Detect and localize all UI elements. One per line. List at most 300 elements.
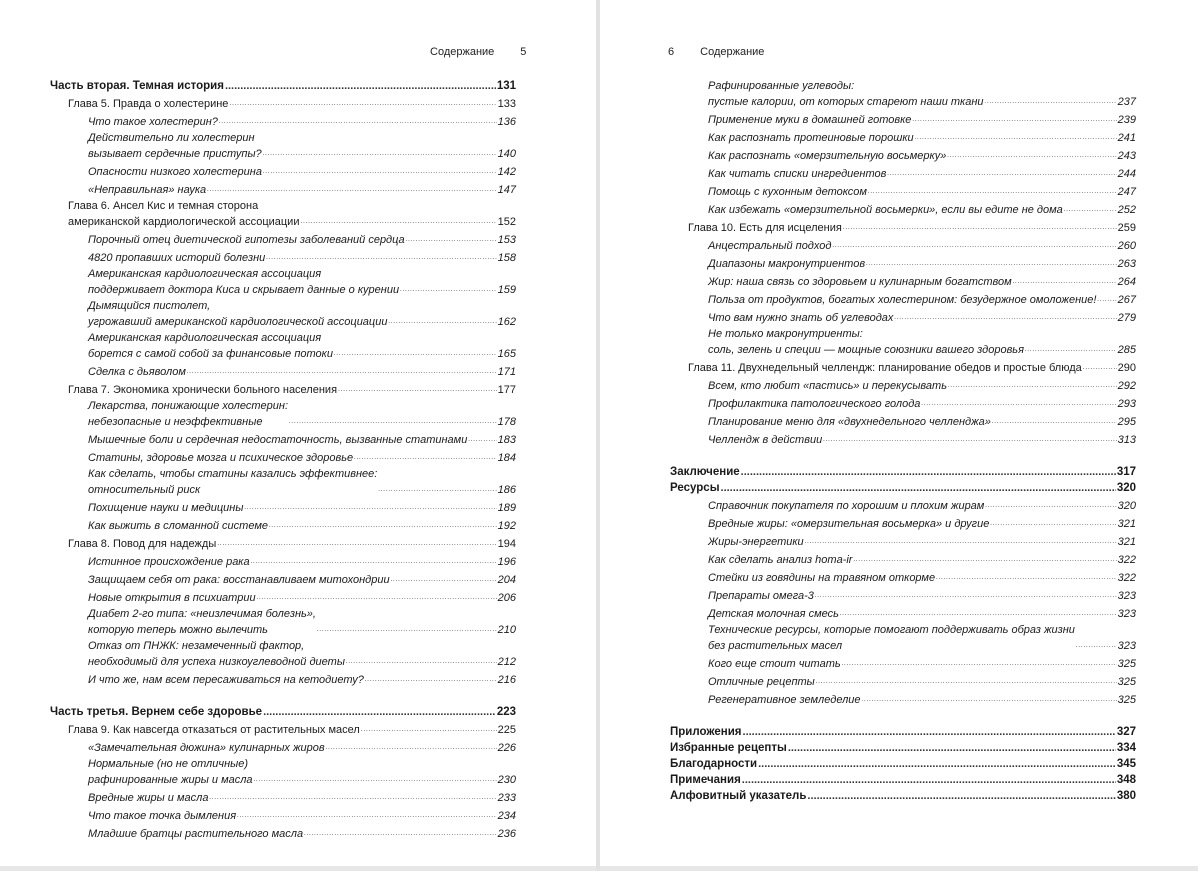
toc-entry-title-line: необходимый для успеха низкоуглеводной диеты (88, 656, 345, 668)
toc-entry-title (670, 756, 757, 772)
toc-entry-title-line: пустые калории, от которых стареют наши ткани (708, 96, 984, 108)
toc-entry-title-line: Порочный отец диетической гипотезы заболеваний сердца (88, 234, 405, 246)
toc-entry-title (708, 238, 831, 254)
dot-leader (365, 670, 497, 688)
toc-entry-chapter[interactable] (670, 358, 1136, 376)
toc-page-number: 327 (1116, 726, 1136, 738)
toc-entry-title (68, 722, 360, 738)
dot-leader (263, 162, 497, 180)
toc-entry-title-line: Нормальные (но не отличные) (88, 758, 248, 770)
toc-entry-title-line: американской кардиологической ассоциации (68, 216, 300, 228)
toc-entry-title-line: Избранные рецепты (670, 742, 787, 754)
toc-entry-title (708, 622, 1075, 654)
toc-page-number: 267 (1117, 294, 1136, 306)
toc-entry-title-line: Как распознать протеиновые порошки (708, 132, 914, 144)
dot-leader (992, 412, 1117, 430)
dot-leader (936, 568, 1117, 586)
toc-entry-title-line: Как избежать «омерзительной восьмерки», если вы едите не дома (708, 204, 1063, 216)
toc-entry-title (708, 516, 989, 532)
toc-entry-title-line: Вредные жиры и масла (88, 792, 209, 804)
dot-leader (743, 724, 1116, 740)
toc-entry-title-line: Часть третья. Вернем себе здоровье (50, 706, 263, 718)
toc-entry-title (688, 360, 1082, 376)
dot-leader (912, 110, 1116, 128)
toc-page-number: 233 (497, 792, 516, 804)
toc-entry-title-line: Сделка с дьяволом (88, 366, 186, 378)
dot-leader (866, 254, 1117, 272)
toc-entry-end[interactable] (670, 772, 1136, 788)
toc-entry-title-line: Глава 7. Экономика хронически больного населения (68, 384, 338, 396)
toc-entry-title-line: Американская кардиологическая ассоциация (88, 268, 322, 280)
toc-entry-title-line: Глава 6. Ансел Кис и темная сторона (68, 200, 259, 212)
toc-entry-section[interactable] (670, 182, 1136, 200)
toc-entry-title (88, 450, 353, 466)
toc-entry-title-line: Детская молочная смесь (708, 608, 839, 620)
toc-entry-title (88, 590, 256, 606)
toc-entry-section[interactable] (670, 272, 1136, 290)
toc-entry-section[interactable] (50, 362, 516, 380)
toc-entry-title (88, 826, 303, 842)
toc-entry-section[interactable] (670, 110, 1136, 128)
toc-entry-title (670, 464, 740, 480)
toc-entry-title (88, 466, 377, 498)
toc-entry-end[interactable] (670, 740, 1136, 756)
toc-entry-section[interactable] (50, 266, 516, 298)
toc-page-number: 320 (1117, 500, 1136, 512)
toc-entry-title-line: Статины, здоровье мозга и психическое здоровье (88, 452, 354, 464)
toc-entry-section[interactable] (50, 466, 516, 498)
toc-page-number: 239 (1117, 114, 1136, 126)
toc-page-number: 171 (497, 366, 516, 378)
dot-leader (816, 672, 1117, 690)
dot-leader (237, 806, 497, 824)
toc-entry-title-line: вызывает сердечные приступы? (88, 148, 262, 160)
dot-leader (823, 430, 1116, 448)
toc-page-number: 380 (1116, 790, 1136, 802)
toc-entry-title (88, 500, 243, 516)
toc-entry-title-line: Примечания (670, 774, 741, 786)
toc-entry-title (708, 534, 804, 550)
running-head-title: Содержание (700, 46, 765, 58)
toc-entry-section[interactable] (670, 514, 1136, 532)
toc-entry-title-line: Алфовитный указатель (670, 790, 807, 802)
toc-entry-title-line: Регенеративное земледелие (708, 694, 861, 706)
toc-page-number: 158 (497, 252, 516, 264)
toc-page-number: 323 (1117, 590, 1136, 602)
toc-page-number: 260 (1117, 240, 1136, 252)
toc-entry-section[interactable] (670, 604, 1136, 622)
toc-entry-section[interactable] (50, 162, 516, 180)
toc-entry-section[interactable] (50, 298, 516, 330)
toc-entry-title-line: Истинное происхождение рака (88, 556, 250, 568)
toc-page-number: 345 (1116, 758, 1136, 770)
toc-entry-title-line: Американская кардиологическая ассоциация (88, 332, 322, 344)
toc-entry-title-line: Стейки из говядины на травяном откорме (708, 572, 936, 584)
dot-leader (807, 788, 1115, 804)
right-page (600, 0, 1198, 866)
toc-entry-title (88, 298, 387, 330)
toc-entry-title (88, 164, 262, 180)
toc-page-number: 131 (496, 80, 516, 92)
toc-entry-section[interactable] (50, 230, 516, 248)
toc-entry-chapter[interactable] (50, 534, 516, 552)
toc-entry-title (88, 756, 253, 788)
toc-page-number: 140 (497, 148, 516, 160)
toc-entry-section[interactable] (670, 290, 1136, 308)
dot-leader (263, 704, 496, 720)
toc-entry-section[interactable] (670, 672, 1136, 690)
toc-page-number: 184 (497, 452, 516, 464)
toc-entry-title (708, 498, 984, 514)
dot-leader (862, 690, 1117, 708)
toc-entry-title (708, 326, 1024, 358)
toc-entry-section[interactable] (50, 398, 516, 430)
toc-page-number: 322 (1117, 554, 1136, 566)
toc-entry-end[interactable] (670, 788, 1136, 804)
toc-entry-title (88, 232, 405, 248)
toc-page-number: 263 (1117, 258, 1136, 270)
toc-entry-title-line: рафинированные жиры и масла (88, 774, 253, 786)
toc-page-number: 244 (1117, 168, 1136, 180)
toc-entry-title (708, 570, 935, 586)
toc-page-number: 183 (497, 434, 516, 446)
left-page (0, 0, 596, 866)
toc-entry-title (708, 292, 1096, 308)
toc-page-number: 264 (1117, 276, 1136, 288)
toc-entry-title-line: Часть вторая. Темная история (50, 80, 224, 92)
toc-entry-title-line: Технические ресурсы, которые помогают поддерживать образ жизни (708, 624, 1075, 636)
toc-entry-section[interactable] (670, 622, 1136, 654)
toc-entry-title-line: Заключение (670, 466, 740, 478)
dot-leader (1076, 636, 1117, 654)
toc-page-number: 196 (497, 556, 516, 568)
dot-leader (388, 312, 496, 330)
toc-entry-title (88, 554, 250, 570)
toc-entry-title (688, 220, 842, 236)
toc-entry-section[interactable] (50, 498, 516, 516)
toc-page-number: 321 (1117, 536, 1136, 548)
toc-entry-title-line: Применение муки в домашней готовке (708, 114, 912, 126)
dot-leader (219, 112, 497, 130)
toc-entry-section[interactable] (50, 606, 516, 638)
toc-entry-title-line: Как читать списки ингредиентов (708, 168, 887, 180)
toc-entry-title-line: борется с самой собой за финансовые потоки (88, 348, 333, 360)
toc-entry-title-line: Похищение науки и медицины (88, 502, 244, 514)
toc-entry-title-line: Младшие братцы растительного масла (88, 828, 304, 840)
dot-leader (269, 516, 497, 534)
toc-page-number: 292 (1117, 380, 1136, 392)
dot-leader (391, 570, 497, 588)
toc-entry-title (88, 790, 208, 806)
toc-entry-title-line: Кого еще стоит читать (708, 658, 841, 670)
toc-entry-section[interactable] (50, 248, 516, 266)
toc-entry-title-line: «Неправильная» наука (88, 184, 207, 196)
toc-page-number: 348 (1116, 774, 1136, 786)
dot-leader (334, 344, 497, 362)
dot-leader (1025, 340, 1117, 358)
toc-entry-section[interactable] (670, 128, 1136, 146)
toc-page-number: 290 (1117, 362, 1136, 374)
toc-entry-title-line: И что же, нам всем пересаживаться на кетодиету? (88, 674, 364, 686)
toc-entry-section[interactable] (50, 430, 516, 448)
toc-entry-title (708, 552, 852, 568)
toc-page-number: 279 (1117, 312, 1136, 324)
toc-entry-title-line: Новые открытия в психиатрии (88, 592, 256, 604)
toc-entry-section[interactable] (670, 146, 1136, 164)
toc-entry-section[interactable] (670, 200, 1136, 218)
toc-entry-title (50, 78, 224, 94)
toc-entry-title-line: Рафинированные углеводы: (708, 80, 855, 92)
dot-leader (225, 78, 496, 94)
toc-entry-section[interactable] (50, 638, 516, 670)
toc-page-number: 216 (497, 674, 516, 686)
toc-entry-section[interactable] (50, 570, 516, 588)
toc-entry-section[interactable] (670, 496, 1136, 514)
toc-entry-title-line: Не только макронутриенты: (708, 328, 863, 340)
toc-entry-section[interactable] (670, 568, 1136, 586)
dot-leader (921, 394, 1116, 412)
toc-entry-title (708, 130, 914, 146)
page-number: 5 (520, 46, 527, 58)
dot-leader (406, 230, 497, 248)
toc-entry-title-line: Дымящийся пистолет, (88, 300, 211, 312)
toc-entry-title-line: Как сделать анализ homa-ir (708, 554, 853, 566)
table-of-contents-right (670, 78, 1136, 804)
dot-leader (805, 532, 1117, 550)
toc-entry-section[interactable] (670, 164, 1136, 182)
toc-page-number: 225 (497, 724, 516, 736)
dot-leader (815, 586, 1117, 604)
toc-entry-part[interactable] (50, 704, 516, 720)
toc-entry-title-line: Благодарности (670, 758, 758, 770)
toc-entry-title (670, 788, 806, 804)
toc-entry-section[interactable] (50, 824, 516, 842)
toc-entry-section[interactable] (50, 180, 516, 198)
dot-leader (326, 738, 497, 756)
toc-entry-chapter[interactable] (670, 218, 1136, 236)
toc-page-number: 293 (1117, 398, 1136, 410)
toc-entry-section[interactable] (50, 516, 516, 534)
toc-page-number: 153 (497, 234, 516, 246)
toc-entry-title (670, 480, 720, 496)
toc-page-number: 142 (497, 166, 516, 178)
toc-entry-title-line: Как распознать «омерзительную восьмерку» (708, 150, 947, 162)
toc-entry-section[interactable] (670, 308, 1136, 326)
dot-leader (788, 740, 1116, 756)
toc-entry-title (88, 398, 288, 430)
toc-entry-section[interactable] (670, 78, 1136, 110)
toc-entry-end[interactable] (670, 756, 1136, 772)
toc-entry-title-line: без растительных масел (708, 640, 843, 652)
dot-leader (1083, 358, 1117, 376)
toc-entry-title (88, 518, 268, 534)
toc-entry-section[interactable] (50, 670, 516, 688)
toc-entry-part[interactable] (50, 78, 516, 94)
toc-page-number: 159 (497, 284, 516, 296)
toc-entry-title-line: Помощь с кухонным детоксом (708, 186, 867, 198)
toc-page-number: 226 (497, 742, 516, 754)
toc-page-number: 236 (497, 828, 516, 840)
toc-entry-section[interactable] (50, 756, 516, 788)
toc-entry-title-line: Глава 8. Повод для надежды (68, 538, 217, 550)
toc-entry-section[interactable] (670, 586, 1136, 604)
toc-entry-title (708, 378, 947, 394)
toc-entry-section[interactable] (50, 330, 516, 362)
toc-page-number: 165 (497, 348, 516, 360)
toc-page-number: 223 (496, 706, 516, 718)
toc-entry-title (708, 256, 865, 272)
toc-entry-title (68, 96, 228, 112)
toc-entry-section[interactable] (670, 236, 1136, 254)
toc-page-number: 133 (497, 98, 516, 110)
toc-entry-section[interactable] (50, 448, 516, 466)
toc-entry-chapter[interactable] (50, 380, 516, 398)
toc-entry-title-line: Как сделать, чтобы статины казались эффективнее: (88, 468, 378, 480)
toc-entry-title (88, 364, 186, 380)
toc-entry-title-line: Отказ от ПНЖК: незамеченный фактор, (88, 640, 305, 652)
dot-leader (317, 620, 497, 638)
toc-entry-title-line: Диапазоны макронутриентов (708, 258, 866, 270)
toc-entry-section[interactable] (670, 430, 1136, 448)
dot-leader (985, 92, 1117, 110)
toc-entry-title (708, 148, 946, 164)
toc-entry-title (708, 432, 822, 448)
toc-entry-section[interactable] (670, 376, 1136, 394)
toc-page-number: 192 (497, 520, 516, 532)
toc-entry-chapter[interactable] (50, 720, 516, 738)
toc-page-number: 325 (1117, 676, 1136, 688)
toc-entry-title-line: Защищаем себя от рака: восстанавливаем митохондрии (88, 574, 390, 586)
toc-entry-section[interactable] (50, 588, 516, 606)
toc-entry-title-line: Профилактика патологического голода (708, 398, 921, 410)
dot-leader (266, 248, 496, 266)
toc-entry-title (670, 724, 742, 740)
toc-entry-title (68, 382, 337, 398)
dot-leader (229, 94, 496, 112)
toc-entry-title-line: Жир: наша связь со здоровьем и кулинарным богатством (708, 276, 1012, 288)
toc-spacer (50, 688, 516, 704)
toc-entry-title (68, 536, 216, 552)
dot-leader (263, 144, 497, 162)
toc-entry-title-line: поддерживает доктора Киса и скрывает данные о курении (88, 284, 400, 296)
toc-page-number: 177 (497, 384, 516, 396)
toc-page-number: 323 (1117, 608, 1136, 620)
toc-page-number: 234 (497, 810, 516, 822)
toc-entry-section[interactable] (670, 394, 1136, 412)
toc-entry-title (708, 184, 867, 200)
dot-leader (244, 498, 496, 516)
dot-leader (338, 380, 497, 398)
toc-page-number: 230 (497, 774, 516, 786)
toc-page-number: 259 (1117, 222, 1136, 234)
toc-entry-section[interactable] (50, 552, 516, 570)
toc-entry-chapter[interactable] (50, 94, 516, 112)
toc-entry-title-line: Глава 9. Как навсегда отказаться от растительных масел (68, 724, 360, 736)
toc-entry-section[interactable] (670, 326, 1136, 358)
toc-entry-title (88, 672, 364, 688)
toc-entry-title-line: Отличные рецепты (708, 676, 815, 688)
toc-entry-section[interactable] (50, 738, 516, 756)
toc-page-number: 204 (497, 574, 516, 586)
dot-leader (840, 604, 1117, 622)
toc-entry-section[interactable] (670, 532, 1136, 550)
toc-page-number: 323 (1117, 640, 1136, 652)
dot-leader (217, 534, 496, 552)
toc-page-number: 147 (497, 184, 516, 196)
toc-entry-title (88, 740, 325, 756)
toc-entry-section[interactable] (50, 788, 516, 806)
toc-entry-title (708, 274, 1012, 290)
toc-entry-title-line: «Замечательная дюжина» кулинарных жиров (88, 742, 325, 754)
dot-leader (868, 182, 1117, 200)
toc-page-number: 295 (1117, 416, 1136, 428)
toc-spacer (670, 708, 1136, 724)
dot-leader (187, 362, 497, 380)
toc-entry-section[interactable] (670, 654, 1136, 672)
toc-entry-title-line: Приложения (670, 726, 742, 738)
toc-page-number: 178 (497, 416, 516, 428)
toc-entry-title (708, 396, 920, 412)
toc-entry-title (708, 606, 839, 622)
toc-entry-title (670, 740, 787, 756)
toc-entry-section[interactable] (670, 550, 1136, 568)
dot-leader (289, 412, 497, 430)
dot-leader (1097, 290, 1116, 308)
toc-entry-title-line: соль, зелень и специи — мощные союзники вашего здоровья (708, 344, 1024, 356)
toc-entry-end[interactable] (670, 480, 1136, 496)
dot-leader (209, 788, 496, 806)
toc-entry-section[interactable] (670, 690, 1136, 708)
toc-page-number: 212 (497, 656, 516, 668)
toc-entry-title-line: Польза от продуктов, богатых холестерином: безудержное омоложение! (708, 294, 1097, 306)
toc-page-number: 252 (1117, 204, 1136, 216)
toc-entry-section[interactable] (50, 112, 516, 130)
dot-leader (251, 552, 497, 570)
toc-entry-section[interactable] (50, 130, 516, 162)
dot-leader (346, 652, 497, 670)
toc-entry-title-line: Действительно ли холестерин (88, 132, 255, 144)
page-number: 6 (668, 46, 675, 58)
toc-page-number: 334 (1116, 742, 1136, 754)
dot-leader (741, 464, 1116, 480)
toc-entry-section[interactable] (50, 806, 516, 824)
dot-leader (990, 514, 1116, 532)
toc-page-number: 237 (1117, 96, 1136, 108)
dot-leader (948, 376, 1117, 394)
toc-entry-end[interactable] (670, 464, 1136, 480)
dot-leader (1013, 272, 1117, 290)
toc-entry-title-line: Анцестральный подход (708, 240, 832, 252)
dot-leader (742, 772, 1116, 788)
toc-entry-title-line: Мышечные боли и сердечная недостаточность, вызванные статинами (88, 434, 468, 446)
toc-entry-title (708, 656, 841, 672)
toc-entry-end[interactable] (670, 724, 1136, 740)
toc-spacer (670, 448, 1136, 464)
toc-entry-title-line: Глава 5. Правда о холестерине (68, 98, 229, 110)
toc-entry-section[interactable] (670, 412, 1136, 430)
toc-page-number: 285 (1117, 344, 1136, 356)
toc-entry-title (88, 638, 345, 670)
toc-entry-title-line: Всем, кто любит «пастись» и перекусывать (708, 380, 947, 392)
toc-entry-title-line: Челлендж в действии (708, 434, 823, 446)
toc-entry-section[interactable] (670, 254, 1136, 272)
toc-entry-title (88, 250, 265, 266)
toc-entry-title (708, 78, 984, 110)
toc-entry-title (88, 432, 467, 448)
toc-entry-title-line: Что такое холестерин? (88, 116, 218, 128)
toc-entry-chapter[interactable] (50, 198, 516, 230)
running-head-title: Содержание (430, 46, 495, 58)
